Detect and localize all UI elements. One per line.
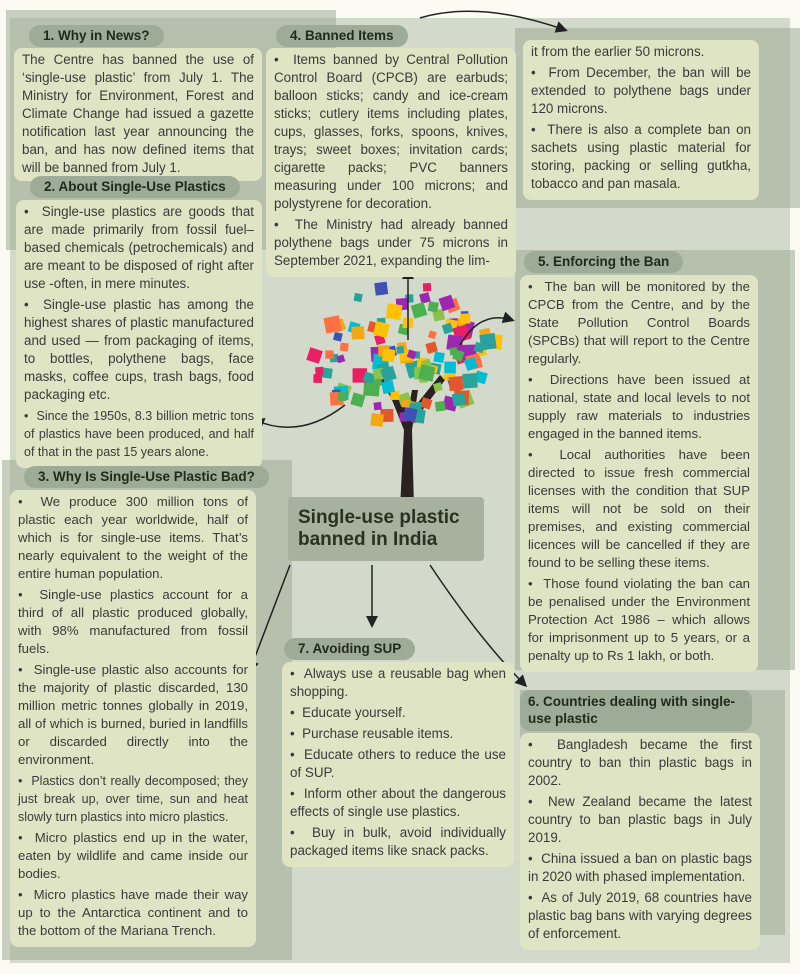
section-why-bad: [10, 466, 256, 947]
bullet-point: • Educate others to reduce the use of SUP.: [290, 747, 506, 780]
bullet-point: • Always use a reusable bag when shopping.: [290, 666, 507, 699]
bullet-point: • Items banned by Central Pollution Control Board (CPCB) are earbuds; balloon sticks; candy and ice-cream sticks; cutlery items including plates, cups, glasses, forks, spoons, knives, trays; sweet boxes; invitation cards; cigarette packs; PVC banners measuring under 100 microns; and polystyrene for decoration.: [274, 52, 508, 211]
continued-text: it from the earlier 50 microns.: [531, 44, 705, 59]
bullet-point: • China issued a ban on plastic bags in 2020 with phased implementation.: [528, 851, 752, 884]
bullet-point: • Those found violating the ban can be penalised under the Environment Protection Act 1986 – which allows for imprisonment up to 5 years, or a penalty up to Rs 1 lakh, or both.: [528, 576, 750, 663]
bullet-point: • Purchase reusable items.: [290, 726, 454, 741]
bullet-point: • Micro plastics have made their way up to the Antarctica continent and to the bottom of the Mariana Trench.: [18, 887, 249, 938]
bullet-point: • Inform other about the dangerous effects of single use plastics.: [290, 786, 506, 819]
bullet-point: • Educate yourself.: [290, 705, 406, 720]
section-heading: 4. Banned Items: [276, 25, 408, 47]
bullet-point: • From December, the ban will be extended to polythene bags under 120 microns.: [531, 65, 751, 116]
bullet-point: • We produce 300 million tons of plastic each year worldwide, half of which is for single-use items. That’s nearly equivalent to the weight of the entire human population.: [18, 494, 248, 581]
bullet-point: • Single-use plastic also accounts for the majority of plastic discarded, 130 million metric tonnes globally in 2019, all of which is burned, buried in landfills or discarded directly into the environment.: [18, 662, 248, 767]
section-avoiding-sup: [282, 638, 514, 867]
section-body: [10, 490, 256, 947]
bullet-point: • Bangladesh became the first country to ban thin plastic bags in 2002.: [528, 737, 753, 788]
section-body: [520, 733, 760, 950]
section-body: [282, 662, 514, 867]
section-banned-items: [266, 25, 516, 277]
bullet-point: • Plastics don’t really decomposed; they just break up, over time, sun and heat slowly turn plastics into micro plastics.: [18, 774, 248, 824]
bullet-point: • Single-use plastics are goods that are made primarily from fossil fuel–based chemicals (petrochemicals) and are meant to be disposed of right after use -often, in mere minutes.: [24, 204, 254, 291]
section-heading: 6. Countries dealing with single-use plastic: [520, 690, 752, 731]
bullet-point: • Single-use plastics account for a third of all plastic produced globally, with 98% manufactured from fossil fuels.: [18, 587, 248, 656]
section-heading: 2. About Single-Use Plastics: [30, 176, 240, 198]
bullet-point: • Buy in bulk, avoid individually packaged items like snack packs.: [290, 825, 506, 858]
section-heading: 3. Why Is Single-Use Plastic Bad?: [24, 466, 269, 488]
bullet-point: • As of July 2019, 68 countries have plastic bag bans with varying degrees of enforcement.: [528, 890, 752, 941]
section-heading: 5. Enforcing the Ban: [524, 251, 683, 273]
section-enforcing-the-ban: [520, 251, 758, 672]
section-body: [16, 200, 262, 468]
section-heading: 7. Avoiding SUP: [284, 638, 415, 660]
section-banned-items-continued: [523, 40, 759, 200]
section-body: [523, 40, 759, 200]
section-countries: [520, 690, 760, 950]
section-body: [266, 48, 516, 277]
section-body: [520, 275, 758, 672]
section-heading: 1. Why in News?: [29, 25, 164, 47]
bullet-point: • The Ministry had already banned polythene bags under 75 microns in September 2021, expanding the lim-: [274, 217, 508, 268]
title-line: Single-use plastic: [298, 507, 460, 528]
bullet-point: • Local authorities have been directed to issue fresh commercial licenses with the condition that SUP items will not be sold on their premises, and existing commercial licences will be cancelled if they are found to be selling these items.: [528, 447, 750, 570]
bullet-point: • Micro plastics end up in the water, eaten by wildlife and came inside our bodies.: [18, 830, 248, 881]
bullet-point: • The ban will be monitored by the CPCB from the Centre, and by the State Pollution Control Boards (SPCBs) that will report to the Centre regularly.: [528, 279, 750, 366]
bullet-point: • Since the 1950s, 8.3 billion metric tons of plastics have been produced, and half of that in the past 15 years alone.: [24, 409, 254, 459]
central-title: [288, 497, 484, 561]
section-about-single-use-plastics: [16, 176, 262, 468]
bullet-point: • Single-use plastic has among the highest shares of plastic manufactured and used — from packaging of items, to bottles, polythene bags, face masks, coffee cups, trash bags, food packaging etc.: [24, 297, 254, 402]
title-line: banned in India: [298, 529, 438, 550]
bullet-point: • There is also a complete ban on sachets using plastic material for storing, packing or selling gutkha, tobacco and pan masala.: [531, 122, 751, 191]
section-why-in-news: [14, 25, 262, 181]
bullet-point: • New Zealand became the latest country to ban plastic bags in July 2019.: [528, 794, 752, 845]
section-body: The Centre has banned the use of ‘single-use plastic’ from July 1. The Ministry for Environment, Forest and Climate Change had issued a gazette notification last year announcing the ban, and has now defined items that will be banned from July 1.: [14, 48, 262, 181]
bullet-point: • Directions have been issued at national, state and local levels to not supply raw materials to industries engaged in the banned items.: [528, 372, 750, 441]
